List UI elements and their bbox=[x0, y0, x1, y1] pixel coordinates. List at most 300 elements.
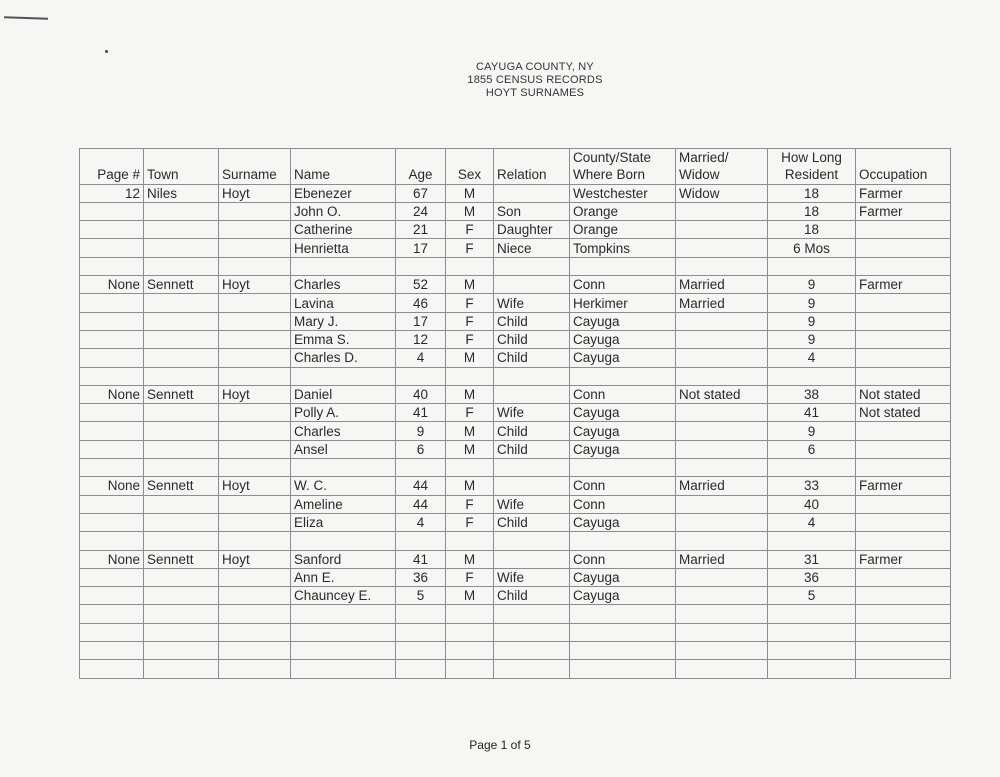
cell-how-long-resident: 9 bbox=[768, 330, 856, 348]
cell-sex: F bbox=[446, 221, 494, 239]
cell-where-born bbox=[570, 459, 676, 477]
cell-surname: Hoyt bbox=[219, 184, 291, 202]
cell-relation: Daughter bbox=[494, 221, 570, 239]
cell-name: Mary J. bbox=[291, 312, 396, 330]
cell-surname: Surname bbox=[219, 166, 291, 184]
cell-married-widow bbox=[676, 513, 768, 531]
cell-surname bbox=[219, 568, 291, 586]
cell-town bbox=[144, 605, 219, 623]
cell-relation bbox=[494, 459, 570, 477]
cell-how-long-resident: 33 bbox=[768, 477, 856, 495]
cell-how-long-resident: 6 bbox=[768, 440, 856, 458]
cell-married-widow bbox=[676, 202, 768, 220]
cell-how-long-resident bbox=[768, 605, 856, 623]
table-row bbox=[80, 623, 951, 641]
cell-name: Catherine bbox=[291, 221, 396, 239]
table-row bbox=[80, 477, 951, 495]
cell-occupation bbox=[856, 513, 951, 531]
cell-where-born bbox=[570, 642, 676, 660]
cell-surname bbox=[219, 422, 291, 440]
cell-relation: Niece bbox=[494, 239, 570, 257]
cell-age bbox=[396, 257, 446, 275]
cell-sex: F bbox=[446, 568, 494, 586]
cell-how-long-resident: 9 bbox=[768, 422, 856, 440]
cell-surname bbox=[219, 440, 291, 458]
cell-relation bbox=[494, 276, 570, 294]
cell-how-long-resident: 18 bbox=[768, 184, 856, 202]
cell-relation: Child bbox=[494, 513, 570, 531]
cell-name: Ameline bbox=[291, 495, 396, 513]
cell-occupation bbox=[856, 459, 951, 477]
cell-surname bbox=[219, 513, 291, 531]
cell-town bbox=[144, 312, 219, 330]
cell-where-born: Orange bbox=[570, 202, 676, 220]
cell-occupation bbox=[856, 587, 951, 605]
cell-town bbox=[144, 149, 219, 167]
table-row bbox=[80, 184, 951, 202]
cell-town bbox=[144, 404, 219, 422]
cell-town bbox=[144, 440, 219, 458]
cell-occupation: Farmer bbox=[856, 477, 951, 495]
cell-surname bbox=[219, 623, 291, 641]
cell-occupation bbox=[856, 330, 951, 348]
cell-age: 41 bbox=[396, 550, 446, 568]
cell-how-long-resident: 38 bbox=[768, 385, 856, 403]
cell-relation: Child bbox=[494, 330, 570, 348]
cell-sex bbox=[446, 660, 494, 678]
cell-relation bbox=[494, 385, 570, 403]
cell-age: 4 bbox=[396, 349, 446, 367]
cell-surname bbox=[219, 605, 291, 623]
cell-occupation: Farmer bbox=[856, 202, 951, 220]
cell-relation: Child bbox=[494, 587, 570, 605]
table-row bbox=[80, 587, 951, 605]
cell-town bbox=[144, 330, 219, 348]
cell-relation bbox=[494, 660, 570, 678]
cell-married-widow bbox=[676, 349, 768, 367]
cell-name: John O. bbox=[291, 202, 396, 220]
cell-page bbox=[80, 440, 144, 458]
cell-age: 12 bbox=[396, 330, 446, 348]
cell-where-born: Cayuga bbox=[570, 330, 676, 348]
cell-town bbox=[144, 221, 219, 239]
cell-page bbox=[80, 202, 144, 220]
cell-sex: Sex bbox=[446, 166, 494, 184]
cell-married-widow bbox=[676, 367, 768, 385]
cell-occupation bbox=[856, 532, 951, 550]
cell-age bbox=[396, 532, 446, 550]
cell-occupation bbox=[856, 660, 951, 678]
cell-age: 44 bbox=[396, 477, 446, 495]
cell-where-born bbox=[570, 367, 676, 385]
cell-page bbox=[80, 330, 144, 348]
table-row bbox=[80, 221, 951, 239]
cell-where-born: Cayuga bbox=[570, 513, 676, 531]
cell-age: 6 bbox=[396, 440, 446, 458]
cell-page bbox=[80, 660, 144, 678]
cell-name bbox=[291, 257, 396, 275]
table-row bbox=[80, 239, 951, 257]
cell-relation bbox=[494, 642, 570, 660]
cell-name: Henrietta bbox=[291, 239, 396, 257]
cell-where-born bbox=[570, 605, 676, 623]
cell-town: Sennett bbox=[144, 385, 219, 403]
cell-married-widow bbox=[676, 623, 768, 641]
cell-occupation: Farmer bbox=[856, 184, 951, 202]
cell-town: Sennett bbox=[144, 276, 219, 294]
cell-town: Town bbox=[144, 166, 219, 184]
cell-married-widow bbox=[676, 660, 768, 678]
cell-sex: M bbox=[446, 184, 494, 202]
cell-where-born: Cayuga bbox=[570, 568, 676, 586]
cell-surname bbox=[219, 367, 291, 385]
cell-where-born: Where Born bbox=[570, 166, 676, 184]
cell-name bbox=[291, 149, 396, 167]
cell-page bbox=[80, 459, 144, 477]
cell-how-long-resident: 9 bbox=[768, 276, 856, 294]
table-row bbox=[80, 660, 951, 678]
cell-name: Daniel bbox=[291, 385, 396, 403]
cell-sex bbox=[446, 605, 494, 623]
cell-page bbox=[80, 532, 144, 550]
cell-how-long-resident: 18 bbox=[768, 221, 856, 239]
cell-page bbox=[80, 149, 144, 167]
cell-married-widow bbox=[676, 587, 768, 605]
cell-occupation bbox=[856, 349, 951, 367]
cell-married-widow bbox=[676, 330, 768, 348]
cell-age bbox=[396, 623, 446, 641]
cell-how-long-resident bbox=[768, 459, 856, 477]
cell-name bbox=[291, 605, 396, 623]
cell-where-born bbox=[570, 532, 676, 550]
cell-sex: M bbox=[446, 202, 494, 220]
cell-name: Name bbox=[291, 166, 396, 184]
cell-occupation bbox=[856, 257, 951, 275]
cell-page: None bbox=[80, 276, 144, 294]
cell-sex: F bbox=[446, 330, 494, 348]
cell-surname bbox=[219, 221, 291, 239]
cell-where-born: Conn bbox=[570, 276, 676, 294]
cell-how-long-resident: 9 bbox=[768, 294, 856, 312]
cell-sex: M bbox=[446, 385, 494, 403]
cell-age: 24 bbox=[396, 202, 446, 220]
cell-relation: Wife bbox=[494, 294, 570, 312]
cell-relation: Child bbox=[494, 349, 570, 367]
cell-town: Niles bbox=[144, 184, 219, 202]
cell-married-widow bbox=[676, 568, 768, 586]
cell-surname bbox=[219, 239, 291, 257]
header-surnames: HOYT SURNAMES bbox=[485, 87, 585, 99]
cell-relation: Child bbox=[494, 312, 570, 330]
header-county: CAYUGA COUNTY, NY bbox=[476, 61, 594, 73]
cell-name: Ansel bbox=[291, 440, 396, 458]
cell-where-born bbox=[570, 660, 676, 678]
cell-age bbox=[396, 367, 446, 385]
cell-age: 36 bbox=[396, 568, 446, 586]
cell-page: Page # bbox=[80, 166, 144, 184]
cell-surname bbox=[219, 404, 291, 422]
cell-occupation bbox=[856, 221, 951, 239]
cell-married-widow bbox=[676, 312, 768, 330]
cell-relation: Son bbox=[494, 202, 570, 220]
cell-married-widow bbox=[676, 532, 768, 550]
cell-married-widow: Married bbox=[676, 276, 768, 294]
table-row bbox=[80, 330, 951, 348]
cell-where-born: Conn bbox=[570, 477, 676, 495]
cell-page: 12 bbox=[80, 184, 144, 202]
cell-page bbox=[80, 568, 144, 586]
cell-surname bbox=[219, 294, 291, 312]
cell-where-born: Cayuga bbox=[570, 404, 676, 422]
cell-page bbox=[80, 587, 144, 605]
cell-how-long-resident: 9 bbox=[768, 312, 856, 330]
cell-sex: M bbox=[446, 477, 494, 495]
cell-married-widow: Widow bbox=[676, 166, 768, 184]
cell-age: 67 bbox=[396, 184, 446, 202]
table-row bbox=[80, 257, 951, 275]
cell-age: Age bbox=[396, 166, 446, 184]
cell-married-widow: Widow bbox=[676, 184, 768, 202]
cell-sex: F bbox=[446, 513, 494, 531]
cell-where-born: Cayuga bbox=[570, 587, 676, 605]
cell-occupation bbox=[856, 149, 951, 167]
cell-age bbox=[396, 660, 446, 678]
cell-sex: F bbox=[446, 294, 494, 312]
cell-occupation bbox=[856, 495, 951, 513]
cell-page bbox=[80, 367, 144, 385]
cell-surname: Hoyt bbox=[219, 550, 291, 568]
cell-town bbox=[144, 623, 219, 641]
cell-surname bbox=[219, 642, 291, 660]
cell-sex bbox=[446, 642, 494, 660]
cell-how-long-resident bbox=[768, 623, 856, 641]
cell-sex: M bbox=[446, 422, 494, 440]
cell-surname bbox=[219, 330, 291, 348]
cell-page: None bbox=[80, 385, 144, 403]
cell-surname bbox=[219, 660, 291, 678]
cell-how-long-resident: Resident bbox=[768, 166, 856, 184]
cell-age bbox=[396, 459, 446, 477]
cell-where-born: Tompkins bbox=[570, 239, 676, 257]
cell-name: Charles bbox=[291, 276, 396, 294]
cell-page: None bbox=[80, 477, 144, 495]
table-row bbox=[80, 404, 951, 422]
cell-how-long-resident: 40 bbox=[768, 495, 856, 513]
cell-married-widow bbox=[676, 221, 768, 239]
cell-name: Lavina bbox=[291, 294, 396, 312]
cell-where-born: Conn bbox=[570, 385, 676, 403]
table-row bbox=[80, 532, 951, 550]
cell-how-long-resident: 18 bbox=[768, 202, 856, 220]
cell-town bbox=[144, 459, 219, 477]
cell-name bbox=[291, 367, 396, 385]
cell-occupation bbox=[856, 623, 951, 641]
cell-relation bbox=[494, 605, 570, 623]
cell-sex bbox=[446, 257, 494, 275]
table-row bbox=[80, 440, 951, 458]
table-row bbox=[80, 605, 951, 623]
cell-how-long-resident: 5 bbox=[768, 587, 856, 605]
cell-where-born: Cayuga bbox=[570, 440, 676, 458]
cell-sex bbox=[446, 459, 494, 477]
cell-page bbox=[80, 404, 144, 422]
cell-relation: Relation bbox=[494, 166, 570, 184]
cell-age: 41 bbox=[396, 404, 446, 422]
cell-sex: M bbox=[446, 276, 494, 294]
cell-relation: Child bbox=[494, 440, 570, 458]
scan-mark bbox=[4, 16, 48, 20]
cell-relation bbox=[494, 623, 570, 641]
table-row bbox=[80, 459, 951, 477]
cell-sex: M bbox=[446, 587, 494, 605]
cell-name bbox=[291, 459, 396, 477]
cell-town bbox=[144, 349, 219, 367]
cell-age: 40 bbox=[396, 385, 446, 403]
cell-occupation bbox=[856, 294, 951, 312]
census-table bbox=[79, 148, 951, 679]
cell-surname bbox=[219, 149, 291, 167]
cell-name bbox=[291, 532, 396, 550]
cell-town bbox=[144, 587, 219, 605]
cell-page bbox=[80, 623, 144, 641]
cell-sex bbox=[446, 532, 494, 550]
cell-surname bbox=[219, 587, 291, 605]
cell-occupation bbox=[856, 440, 951, 458]
cell-where-born: Westchester bbox=[570, 184, 676, 202]
table-row bbox=[80, 202, 951, 220]
cell-town bbox=[144, 239, 219, 257]
cell-sex: F bbox=[446, 312, 494, 330]
cell-married-widow: Not stated bbox=[676, 385, 768, 403]
cell-occupation: Occupation bbox=[856, 166, 951, 184]
cell-relation bbox=[494, 149, 570, 167]
table-row bbox=[80, 276, 951, 294]
cell-where-born: Cayuga bbox=[570, 349, 676, 367]
table-row bbox=[80, 349, 951, 367]
cell-married-widow bbox=[676, 605, 768, 623]
cell-sex: M bbox=[446, 440, 494, 458]
cell-page bbox=[80, 349, 144, 367]
cell-sex: M bbox=[446, 550, 494, 568]
cell-age bbox=[396, 149, 446, 167]
cell-occupation bbox=[856, 239, 951, 257]
scan-dot bbox=[105, 50, 108, 53]
document-header bbox=[380, 61, 690, 100]
cell-name: Chauncey E. bbox=[291, 587, 396, 605]
table-row bbox=[80, 312, 951, 330]
header-row bbox=[80, 166, 951, 184]
cell-married-widow: Married bbox=[676, 550, 768, 568]
cell-name: Sanford bbox=[291, 550, 396, 568]
cell-relation: Wife bbox=[494, 568, 570, 586]
cell-sex: F bbox=[446, 404, 494, 422]
cell-occupation bbox=[856, 568, 951, 586]
cell-age: 21 bbox=[396, 221, 446, 239]
cell-how-long-resident: 6 Mos bbox=[768, 239, 856, 257]
cell-occupation bbox=[856, 367, 951, 385]
cell-occupation: Not stated bbox=[856, 404, 951, 422]
table-row bbox=[80, 422, 951, 440]
cell-name: Charles bbox=[291, 422, 396, 440]
cell-page bbox=[80, 257, 144, 275]
cell-married-widow bbox=[676, 239, 768, 257]
cell-name: Eliza bbox=[291, 513, 396, 531]
cell-surname: Hoyt bbox=[219, 385, 291, 403]
cell-town bbox=[144, 367, 219, 385]
cell-married-widow bbox=[676, 257, 768, 275]
cell-name bbox=[291, 660, 396, 678]
cell-age: 46 bbox=[396, 294, 446, 312]
table-row bbox=[80, 568, 951, 586]
cell-sex bbox=[446, 623, 494, 641]
cell-occupation: Farmer bbox=[856, 550, 951, 568]
cell-page bbox=[80, 294, 144, 312]
cell-page: None bbox=[80, 550, 144, 568]
cell-age: 52 bbox=[396, 276, 446, 294]
cell-surname: Hoyt bbox=[219, 276, 291, 294]
cell-where-born: Cayuga bbox=[570, 312, 676, 330]
cell-town bbox=[144, 513, 219, 531]
cell-how-long-resident: How Long bbox=[768, 149, 856, 167]
cell-town bbox=[144, 294, 219, 312]
cell-how-long-resident bbox=[768, 257, 856, 275]
cell-sex: F bbox=[446, 239, 494, 257]
cell-town: Sennett bbox=[144, 477, 219, 495]
cell-relation bbox=[494, 367, 570, 385]
cell-name: Charles D. bbox=[291, 349, 396, 367]
cell-occupation bbox=[856, 422, 951, 440]
cell-where-born: Herkimer bbox=[570, 294, 676, 312]
cell-age: 9 bbox=[396, 422, 446, 440]
cell-name bbox=[291, 642, 396, 660]
cell-occupation bbox=[856, 312, 951, 330]
cell-town: Sennett bbox=[144, 550, 219, 568]
cell-surname bbox=[219, 257, 291, 275]
cell-married-widow bbox=[676, 440, 768, 458]
table-row bbox=[80, 642, 951, 660]
cell-age: 44 bbox=[396, 495, 446, 513]
cell-how-long-resident: 36 bbox=[768, 568, 856, 586]
cell-relation bbox=[494, 477, 570, 495]
header-row-top bbox=[80, 149, 951, 167]
cell-married-widow bbox=[676, 642, 768, 660]
cell-where-born: County/State bbox=[570, 149, 676, 167]
cell-town bbox=[144, 532, 219, 550]
cell-how-long-resident bbox=[768, 532, 856, 550]
cell-married-widow: Married bbox=[676, 477, 768, 495]
cell-how-long-resident: 31 bbox=[768, 550, 856, 568]
cell-how-long-resident bbox=[768, 642, 856, 660]
cell-town bbox=[144, 422, 219, 440]
cell-relation: Wife bbox=[494, 495, 570, 513]
cell-where-born: Cayuga bbox=[570, 422, 676, 440]
cell-how-long-resident: 41 bbox=[768, 404, 856, 422]
cell-where-born bbox=[570, 257, 676, 275]
table-row bbox=[80, 550, 951, 568]
cell-sex: F bbox=[446, 495, 494, 513]
cell-name: Polly A. bbox=[291, 404, 396, 422]
cell-page bbox=[80, 495, 144, 513]
cell-name: Ann E. bbox=[291, 568, 396, 586]
cell-married-widow bbox=[676, 404, 768, 422]
table-row bbox=[80, 294, 951, 312]
cell-married-widow bbox=[676, 422, 768, 440]
table-row bbox=[80, 495, 951, 513]
cell-sex bbox=[446, 149, 494, 167]
cell-surname: Hoyt bbox=[219, 477, 291, 495]
cell-town bbox=[144, 495, 219, 513]
header-records: 1855 CENSUS RECORDS bbox=[467, 74, 603, 86]
